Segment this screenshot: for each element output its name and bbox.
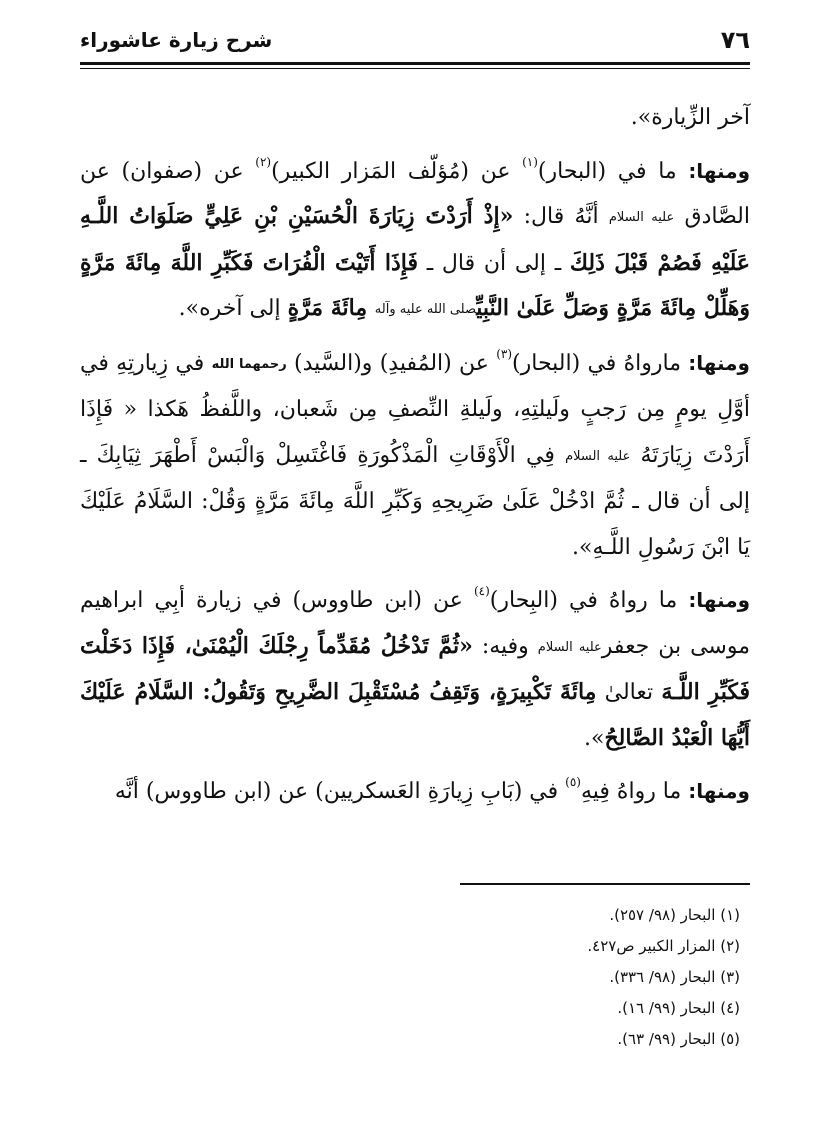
footnotes: [80, 900, 750, 1055]
paragraph-lead: ومنها:: [688, 350, 750, 375]
quoted-text: «ثُمَّ تَدْخُلُ مُقَدِّماً رِجْلَكَ الْيُمْنَىٰ، فَإِذَا دَخَلْتَ فَكَبِّرِ اللَّـهَ: [80, 632, 750, 705]
text-run: إلى آخره».: [178, 296, 288, 321]
text-run: في (بَابِ زِيارَةِ العَسكريين) عن (ابن طاووس) أنَّه: [114, 779, 566, 804]
footnote-ref-2: (٢): [255, 154, 272, 169]
text-run: ما في (البحار): [537, 158, 689, 184]
paragraph-4: [80, 769, 750, 815]
footnote-2: (٢) المزار الكبير ص٤٢٧.: [587, 937, 740, 955]
header-rule-thin: [80, 68, 750, 69]
text-run: ـ إلى أن قال ـ: [418, 250, 570, 276]
paragraph-lead: ومنها:: [688, 779, 750, 803]
quoted-text: فَإِذَا أَتَيْتَ الْفُرَاتَ فَكَبِّرِ اللَّهَ مِائَةَ مَرَّةٍ وَهَلِّلْ مِائَةَ مَرَّةٍ وَصَلِّ عَلَىٰ النَّبِيِّ: [80, 249, 750, 321]
honorific-glyph: عليه السلام: [565, 448, 631, 464]
paragraph-2: [80, 341, 750, 571]
running-title: شرح زيارة عاشوراء: [80, 28, 273, 52]
text-run: وفيه:: [472, 633, 538, 659]
footnote-3: (٣) البحار (٩٨/ ٣٣٦).: [609, 968, 740, 986]
footnote-1: (١) البحار (٩٨/ ٢٥٧).: [609, 906, 740, 924]
quoted-text: «إِذْ أَرَدْتَ زِيَارَةَ الْحُسَيْنِ بْنِ عَلِيٍّ صَلَوَاتُ اللَّـهِ عَلَيْهِ فَصُمْ قَبْلَ ذَلِكَ: [80, 203, 750, 276]
header-rule-thick: [80, 62, 750, 65]
paragraph-lead: ومنها:: [688, 588, 751, 612]
text-run: فِي الْأَوْقَاتِ الْمَذْكُورَةِ فَاغْتَسِلْ وَالْبَسْ أَطْهَرَ ثِيَابِكَ ـ إلى أن قال ـ ثُمَّ ادْخُلْ عَلَىٰ ضَرِيحِهِ وَكَبِّرِ اللَّهَ مِائَةَ مَرَّةٍ وَقُلْ: السَّلَامُ عَلَيْكَ يَا ابْنَ رَسُولِ اللَّـهِ».: [80, 442, 750, 560]
text-run: عن (المُفيدِ) و(السَّيد): [286, 350, 497, 376]
text-run: ».: [584, 725, 605, 751]
footnote-ref-5: (٥): [565, 775, 581, 789]
text-run: ما رواهُ فِيهِ: [580, 779, 689, 804]
text-run: في زِيارتِهِ في أوَّلِ يومٍ مِن رَجبٍ ولَيلتِهِ، ولَيلةِ النِّصفِ مِن شَعبان، واللَّفظُ هَكذا « فَإِذَا أَرَدْتَ زِيَارَتَهُ: [80, 350, 750, 468]
honorific-glyph: عليه السلام: [537, 639, 602, 655]
footnote-ref-3: (٣): [496, 346, 513, 361]
quoted-text: مِائَةَ تَكْبِيرَةٍ، وَتَقِفُ مُسْتَقْبِلَ الضَّرِيحِ وَتَقُولُ: السَّلَامُ عَلَيْكَ أَيُّهَا الْعَبْدُ الصَّالِحُ: [80, 679, 750, 751]
paragraph-0-text: آخر الزِّيارة».: [630, 105, 750, 130]
page-header: [80, 26, 750, 60]
honorific-glyph: عليه السلام: [608, 210, 675, 225]
footnote-4: (٤) البحار (٩٩/ ١٦).: [617, 999, 740, 1017]
text-run: أنَّهُ قال:: [513, 204, 609, 229]
text-run: ما رواهُ في (البِحار): [489, 588, 689, 613]
quoted-text: مِائَةَ مَرَّةٍ: [287, 295, 375, 321]
paragraph-3: [80, 578, 750, 761]
page-number: ٧٦: [720, 26, 750, 54]
body-text: [80, 95, 750, 823]
text-run: عن (صفوان) عن الصَّادق: [80, 158, 750, 229]
honorific-glyph: صلى الله عليه وآله: [374, 302, 477, 317]
paragraph-0: [80, 95, 750, 141]
honorific-glyph: رحمهما الله: [211, 356, 287, 372]
text-run: تعالىٰ: [596, 680, 662, 705]
text-run: عن (مُؤلّف المَزار الكبير): [271, 158, 523, 184]
paragraph-1: [80, 149, 750, 333]
footnote-ref-4: (٤): [473, 584, 490, 598]
footnote-separator: [460, 883, 750, 885]
paragraph-lead: ومنها:: [688, 158, 751, 183]
footnote-ref-1: (١): [522, 154, 538, 169]
text-run: عن (ابن طاووس) في زيارة أبِي ابراهيم موسى بن جعفر: [80, 588, 750, 659]
footnote-5: (٥) البحار (٩٩/ ٦٣).: [617, 1030, 740, 1048]
text-run: مارواهُ في (البحار): [512, 350, 689, 376]
